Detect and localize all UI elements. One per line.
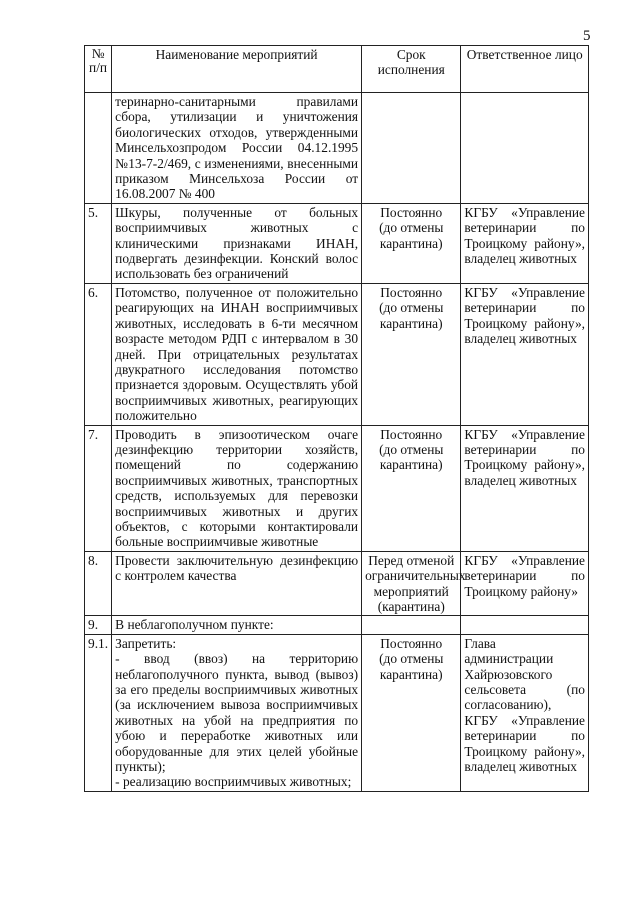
row-term: Постоянно (до отмены карантина) xyxy=(362,203,461,283)
page-number: 5 xyxy=(583,28,591,44)
table-row xyxy=(85,551,589,616)
row-term: Постоянно (до отмены карантина) xyxy=(362,425,461,551)
row-num: 8. xyxy=(85,551,112,616)
header-num: № п/п xyxy=(85,46,112,93)
row-term xyxy=(362,616,461,634)
row-responsible: КГБУ «Управление ветеринарии по Троицкому району» xyxy=(461,551,589,616)
row-responsible: КГБУ «Управление ветеринарии по Троицкому району», владелец животных xyxy=(461,283,589,425)
row-num: 6. xyxy=(85,283,112,425)
table-row xyxy=(85,283,589,425)
table-header-row xyxy=(85,46,589,93)
header-term: Срок исполнения xyxy=(362,46,461,93)
row-term: Постоянно (до отмены карантина) xyxy=(362,283,461,425)
table-row xyxy=(85,634,589,791)
header-responsible: Ответственное лицо xyxy=(461,46,589,93)
row-term: Перед отменой ограничительных мероприятий (карантина) xyxy=(362,551,461,616)
row-name: Провести заключительную дезинфекцию с контролем качества xyxy=(112,551,362,616)
row-name: Потомство, полученное от положительно реагирующих на ИНАН восприимчивых животных, исследовать в 6-ти месячном возрасте методом РДП с интервалом в 30 дней. При отрицательных результатах двукратного исследования потомство признается здоровым. Осуществлять убой восприимчивых животных, реагирующих положительно xyxy=(112,283,362,425)
row-term xyxy=(362,93,461,204)
row-responsible: КГБУ «Управление ветеринарии по Троицкому району», владелец животных xyxy=(461,203,589,283)
measures-table xyxy=(84,45,589,792)
row-num: 5. xyxy=(85,203,112,283)
header-name: Наименование мероприятий xyxy=(112,46,362,93)
table-row xyxy=(85,93,589,204)
row-num xyxy=(85,93,112,204)
row-responsible: Глава администрации Хайрюзовского сельсовета (по согласованию), КГБУ «Управление ветеринарии по Троицкому району», владелец животных xyxy=(461,634,589,791)
row-name: В неблагополучном пункте: xyxy=(112,616,362,634)
row-responsible: КГБУ «Управление ветеринарии по Троицкому району», владелец животных xyxy=(461,425,589,551)
table-row xyxy=(85,425,589,551)
row-num: 7. xyxy=(85,425,112,551)
row-responsible xyxy=(461,93,589,204)
table-row xyxy=(85,203,589,283)
row-name: Проводить в эпизоотическом очаге дезинфекцию территории хозяйств, помещений по содержанию восприимчивых животных, транспортных средств, используемых для перевозки восприимчивых животных и других объектов, с которыми контактировали больные восприимчивые животные xyxy=(112,425,362,551)
table-row xyxy=(85,616,589,634)
row-name: Запретить: - ввод (ввоз) на территорию неблагополучного пункта, вывод (вывоз) за его пределы восприимчивых животных (за исключением вывоза восприимчивых животных на убой на предприятия по убою и переработке животных или оборудованные для этих целей убойные пункты); - реализацию восприимчивых животных; xyxy=(112,634,362,791)
row-name: теринарно-санитарными правилами сбора, утилизации и уничтожения биологических отходов, утвержденными Минсельхозпродом России 04.12.1995 №13-7-2/469, с изменениями, внесенными приказом Минсельхоза России от 16.08.2007 № 400 xyxy=(112,93,362,204)
row-term: Постоянно (до отмены карантина) xyxy=(362,634,461,791)
row-responsible xyxy=(461,616,589,634)
row-name: Шкуры, полученные от больных восприимчивых животных с клиническими признаками ИНАН, подвергать дезинфекции. Конский волос использовать без ограничений xyxy=(112,203,362,283)
row-num: 9. xyxy=(85,616,112,634)
row-num: 9.1. xyxy=(85,634,112,791)
